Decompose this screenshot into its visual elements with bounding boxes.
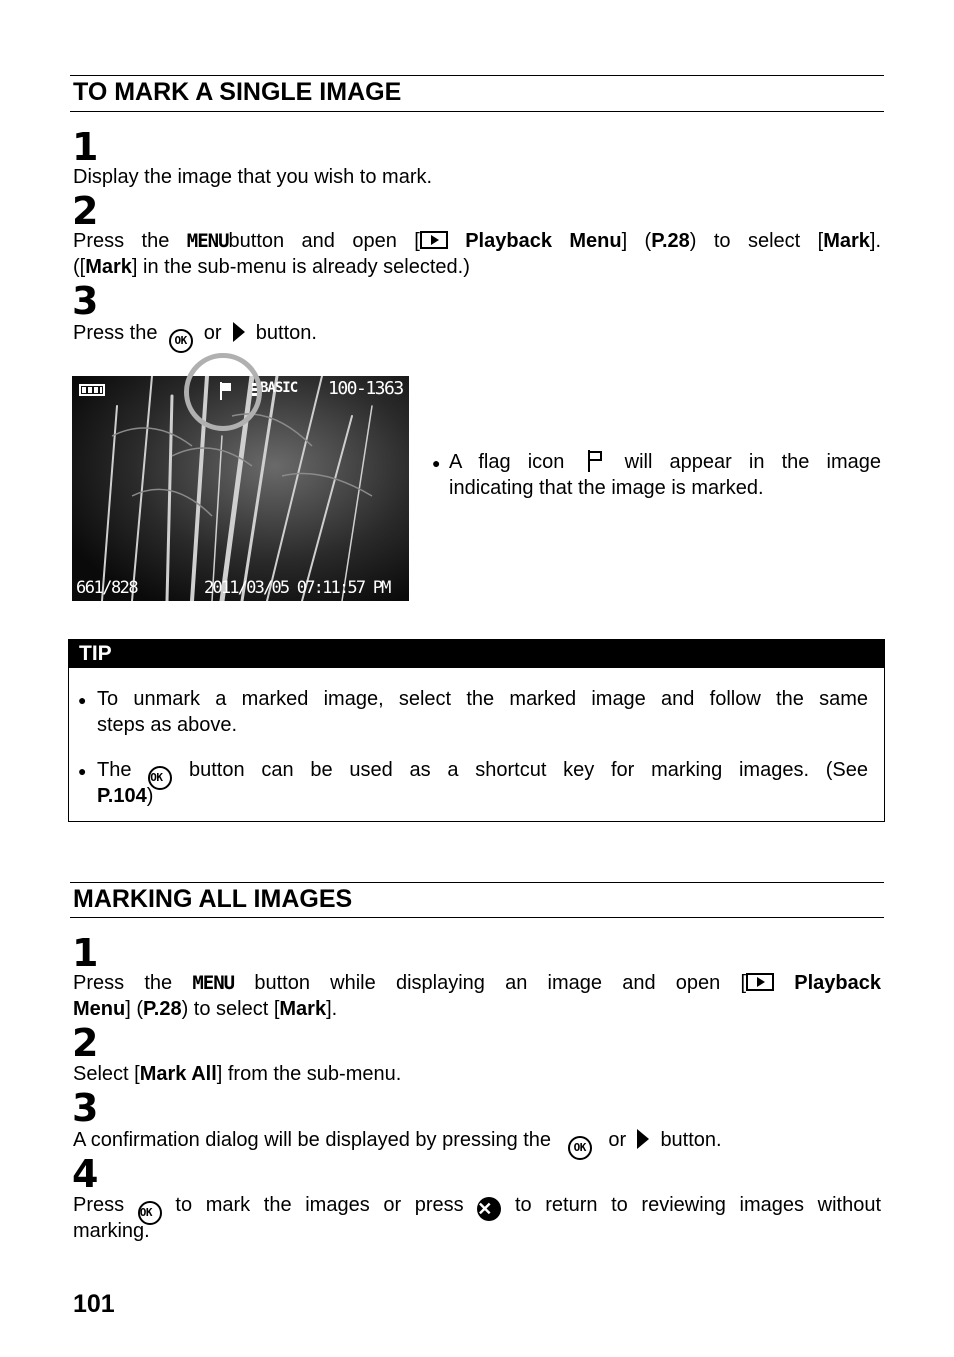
battery-icon [79,384,105,396]
tip-item-1-line1: To unmark a marked image, select the marked image and follow the same [97,688,868,710]
right-arrow-icon [637,1129,649,1149]
step-text: Select [Mark All] from the sub-menu. [73,1063,402,1085]
step-text: A confirmation dialog will be displayed by pressing the OK or button. [73,1127,881,1160]
step-number: 2 [72,1021,99,1065]
frame-counter: 661/828 [76,578,138,598]
right-arrow-icon [233,322,245,342]
menu-button-icon: MENU [192,972,235,994]
page-number: 101 [73,1290,115,1318]
bullet: ● [78,692,87,708]
date-time: 2011/03/05 07:11:57 PM [204,578,390,598]
cancel-x-icon: ✕ [477,1197,501,1221]
menu-button-icon: MENU [186,230,229,252]
playback-icon [420,231,448,249]
step-text-line2: marking. [73,1220,150,1242]
tip-item-2-line1: The OK button can be used as a shortcut key for marking images. (See [97,757,868,790]
quality-label: BASIC [260,380,298,396]
step-text: Display the image that you wish to mark. [73,166,433,188]
flag-outline-icon [586,450,604,472]
step-text: Press the MENUbutton and open [ Playback Menu] (P.28) to select [Mark]. [73,230,882,252]
highlight-circle [184,353,262,431]
step-text: Press the OK or button. [73,320,881,353]
note-text-line2: indicating that the image is marked. [449,477,764,499]
playback-icon [746,973,774,991]
file-counter: 100-1363 [328,378,403,399]
bullet: ● [78,763,87,779]
step-text-line2: ([Mark] in the sub-menu is already selected.) [73,256,470,278]
section-title-single: TO MARK A SINGLE IMAGE [70,75,884,112]
step-number: 1 [72,125,99,169]
step-number: 1 [72,931,99,975]
bullet: ● [432,455,441,471]
section-title-all: MARKING ALL IMAGES [70,882,884,918]
note-text: A flag icon will appear in the image [449,451,881,473]
tip-item-1-line2: steps as above. [97,714,238,736]
tip-title: TIP [69,640,884,668]
step-number: 3 [72,279,99,323]
tip-item-2-line2: P.104) [97,785,154,807]
step-text: Press OK to mark the images or press ✕ to return to reviewing images without [73,1192,881,1225]
ok-button-icon: OK [138,1201,162,1225]
step-text: Press the MENU button while displaying an image and open [ Playback [73,972,882,994]
step-number: 3 [72,1086,99,1130]
ok-button-icon: OK [148,766,172,790]
ok-button-icon: OK [568,1136,592,1160]
ok-button-icon: OK [169,329,193,353]
step-number: 4 [72,1152,99,1196]
step-text-line2: Menu] (P.28) to select [Mark]. [73,998,338,1020]
step-number: 2 [72,189,99,233]
